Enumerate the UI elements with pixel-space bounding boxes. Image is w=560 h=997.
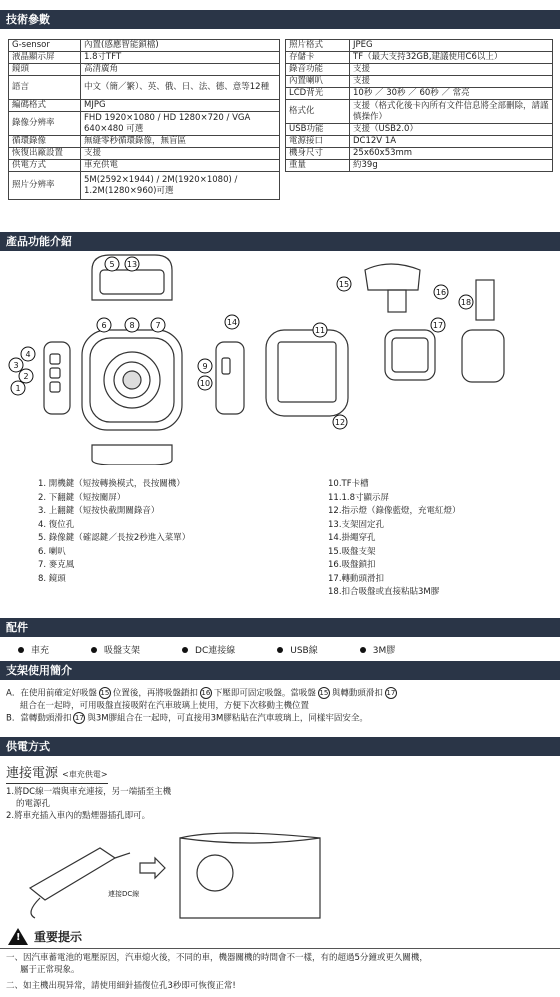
spec-key: 液晶顯示屏 — [9, 52, 81, 64]
spec-key: USB功能 — [286, 124, 350, 136]
feature-item: 6. 喇叭 — [38, 546, 66, 557]
arrow-right-icon — [140, 858, 165, 878]
spec-value: FHD 1920×1080 / HD 1280×720 / VGA 640×480 可選 — [81, 112, 280, 136]
bullet-icon — [182, 647, 188, 653]
spec-table-left — [8, 39, 280, 200]
callout-10: 10 — [199, 379, 211, 388]
callout-2: 2 — [23, 372, 29, 381]
feature-item: 10.TF卡槽 — [328, 479, 369, 489]
mount-instructions — [6, 687, 556, 724]
spec-value: 內置(感應智能鎖檔) — [81, 40, 280, 52]
section-header-power: 供電方式 — [0, 737, 560, 756]
spec-key: 重量 — [286, 160, 350, 172]
spec-key: 語言 — [9, 76, 81, 100]
accessory-item: USB線 — [277, 643, 317, 656]
feature-item: 8. 鏡頭 — [38, 573, 66, 584]
accessory-item: 吸盤支架 — [91, 643, 140, 656]
feature-list-left — [38, 478, 190, 586]
spec-value: 支援（USB2.0） — [350, 124, 553, 136]
spec-key: 恢復出廠設置 — [9, 148, 81, 160]
callout-1: 1 — [15, 384, 21, 393]
spec-key: 存儲卡 — [286, 52, 350, 64]
spec-key: 照片格式 — [286, 40, 350, 52]
accessory-item: 車充 — [18, 643, 49, 656]
section-header-mount: 支架使用簡介 — [0, 661, 560, 680]
car-interior — [180, 838, 320, 918]
mount-arm — [388, 290, 406, 312]
spec-value: JPEG — [350, 40, 553, 52]
feature-item: 15.吸盤支架 — [328, 546, 376, 557]
divider — [0, 948, 560, 949]
camera-bottom-view — [92, 445, 172, 465]
spec-key: 循環錄像 — [9, 136, 81, 148]
section-header-specs: 技術參數 — [0, 10, 560, 29]
spec-value: 車充供電 — [81, 160, 280, 172]
spec-value: 支援 — [350, 76, 553, 88]
spec-key: 機身尺寸 — [286, 148, 350, 160]
spec-value: 高清廣角 — [81, 64, 280, 76]
feature-item: 13.支架固定孔 — [328, 519, 385, 530]
spec-value: 1.8寸TFT — [81, 52, 280, 64]
product-diagram — [0, 250, 560, 465]
bullet-icon — [91, 647, 97, 653]
camera-top-panel — [100, 270, 164, 294]
feature-item: 4. 復位孔 — [38, 519, 75, 530]
feature-item: 5. 錄像鍵（確認鍵／長按2秒進入菜單） — [38, 533, 191, 543]
spec-table-right — [285, 39, 553, 172]
callout-7: 7 — [155, 321, 161, 330]
spec-value: DC12V 1A — [350, 136, 553, 148]
callout-12: 12 — [334, 418, 346, 427]
accessory-item: DC連接線 — [182, 643, 235, 656]
feature-item: 3. 上翻鍵（短按快截開關錄音） — [38, 506, 160, 516]
feature-item: 18.扣合吸盤或直接粘貼3M膠 — [328, 587, 440, 597]
mount-step-b: B．當轉動頭滑扣 17 與3M膠組合在一起時，可直接用3M膠粘貼在汽車玻璃上，同樣牢固安全。 — [6, 713, 368, 723]
spec-key: 電源接口 — [286, 136, 350, 148]
suction-cup — [365, 264, 420, 290]
spec-value: 支援 — [350, 64, 553, 76]
spec-key: 鏡頭 — [9, 64, 81, 76]
mount-step-a: A．在使用前確定好吸盤 15 位置後，再將吸盤鎖扣 16 下壓即可固定吸盤。當吸盤 15 與轉動頭滑扣 17 — [6, 688, 396, 699]
steering-wheel — [197, 855, 233, 891]
warning-text: 一、因汽車蓄電池的電壓原因，汽車熄火後，不同的車，機器關機的時間會不一樣，有的超過5分鐘或更久關機， 屬于正常現象。 二、如主機出現异常，請使用細針插復位孔3秒即可恢復正常! — [6, 953, 428, 991]
power-title: 連接電源 <車充供電> — [6, 762, 108, 784]
callout-15: 15 — [338, 280, 350, 289]
callout-9: 9 — [202, 362, 208, 371]
spec-key: 內置喇叭 — [286, 76, 350, 88]
feature-item: 11.1.8寸顯示屏 — [328, 492, 390, 503]
spec-value: 10秒 ／ 30秒 ／ 60秒 ／ 常亮 — [350, 88, 553, 100]
bullet-icon — [18, 647, 24, 653]
callout-6: 6 — [101, 321, 107, 330]
spec-value: 支援 — [81, 148, 280, 160]
mount-step-a-cont: 組合在一起時，可用吸盤直接吸附在汽車玻璃上使用，方便下次移動主機位置 — [20, 700, 310, 711]
spec-value: 支援（格式化後卡內所有文件信息將全部刪除，請謹慎操作） — [350, 100, 553, 124]
bullet-icon — [277, 647, 283, 653]
screen — [278, 342, 336, 402]
camera-with-3m — [462, 330, 504, 382]
callout-13: 13 — [126, 260, 138, 269]
cable-label: 連接DC線 — [108, 890, 140, 898]
spec-value: 無縫零秒循環錄像，無盲區 — [81, 136, 280, 148]
callout-14: 14 — [226, 318, 238, 327]
spec-value: 約39g — [350, 160, 553, 172]
warning-icon — [8, 928, 28, 945]
spec-key: 編碼格式 — [9, 100, 81, 112]
camera-right-side — [216, 342, 244, 414]
spec-key: 照片分辨率 — [9, 172, 81, 200]
callout-17: 17 — [432, 321, 444, 330]
spec-key: G-sensor — [9, 40, 81, 52]
feature-item: 14.掛繩穿孔 — [328, 533, 376, 543]
bullet-icon — [360, 647, 366, 653]
section-header-accessories: 配件 — [0, 618, 560, 637]
callout-8: 8 — [129, 321, 135, 330]
power-illustration — [20, 828, 540, 923]
spec-key: 格式化 — [286, 100, 350, 124]
callout-11: 11 — [314, 326, 326, 335]
spec-key: 錄像分辨率 — [9, 112, 81, 136]
spec-value: 25x60x53mm — [350, 148, 553, 160]
accessory-item: 3M膠 — [360, 643, 396, 656]
warning-header: ! 重要提示 — [8, 928, 82, 945]
feature-item: 16.吸盤鎖扣 — [328, 560, 376, 570]
callout-3: 3 — [13, 361, 19, 370]
feature-item: 12.指示燈（錄像藍燈，充電紅燈） — [328, 506, 461, 516]
spec-value: 中文（簡／繁）、英、俄、日、法、德、意等12種 — [81, 76, 280, 100]
spec-key: 錄音功能 — [286, 64, 350, 76]
spec-key: LCD背光 — [286, 88, 350, 100]
feature-item: 7. 麥克風 — [38, 560, 75, 570]
callout-18: 18 — [460, 298, 472, 307]
spec-value: TF（最大支持32GB,建議使用C6以上） — [350, 52, 553, 64]
feature-item: 2. 下翻鍵（短按關屏） — [38, 492, 126, 503]
power-steps: 1.將DC線一端與車充連接，另一端插至主機 的電源孔 2.將車充插入車內的點煙器插孔即可。 — [6, 787, 172, 821]
spec-key: 供電方式 — [9, 160, 81, 172]
feature-item: 17.轉動頭滑扣 — [328, 573, 385, 584]
callout-16: 16 — [435, 288, 447, 297]
section-header-features: 產品功能介紹 — [0, 232, 560, 251]
feature-item: 1. 開機鍵（短按轉換模式，長按關機） — [38, 479, 185, 489]
car-charger-icon — [30, 848, 115, 900]
accessory-list — [18, 643, 437, 656]
spec-value: 5M(2592×1944) / 2M(1920×1080) / 1.2M(1280×960)可選 — [81, 172, 280, 200]
mount-3m — [476, 280, 494, 320]
feature-list-right — [328, 478, 461, 600]
callout-4: 4 — [25, 350, 31, 359]
callout-5: 5 — [109, 260, 115, 269]
spec-value: MJPG — [81, 100, 280, 112]
